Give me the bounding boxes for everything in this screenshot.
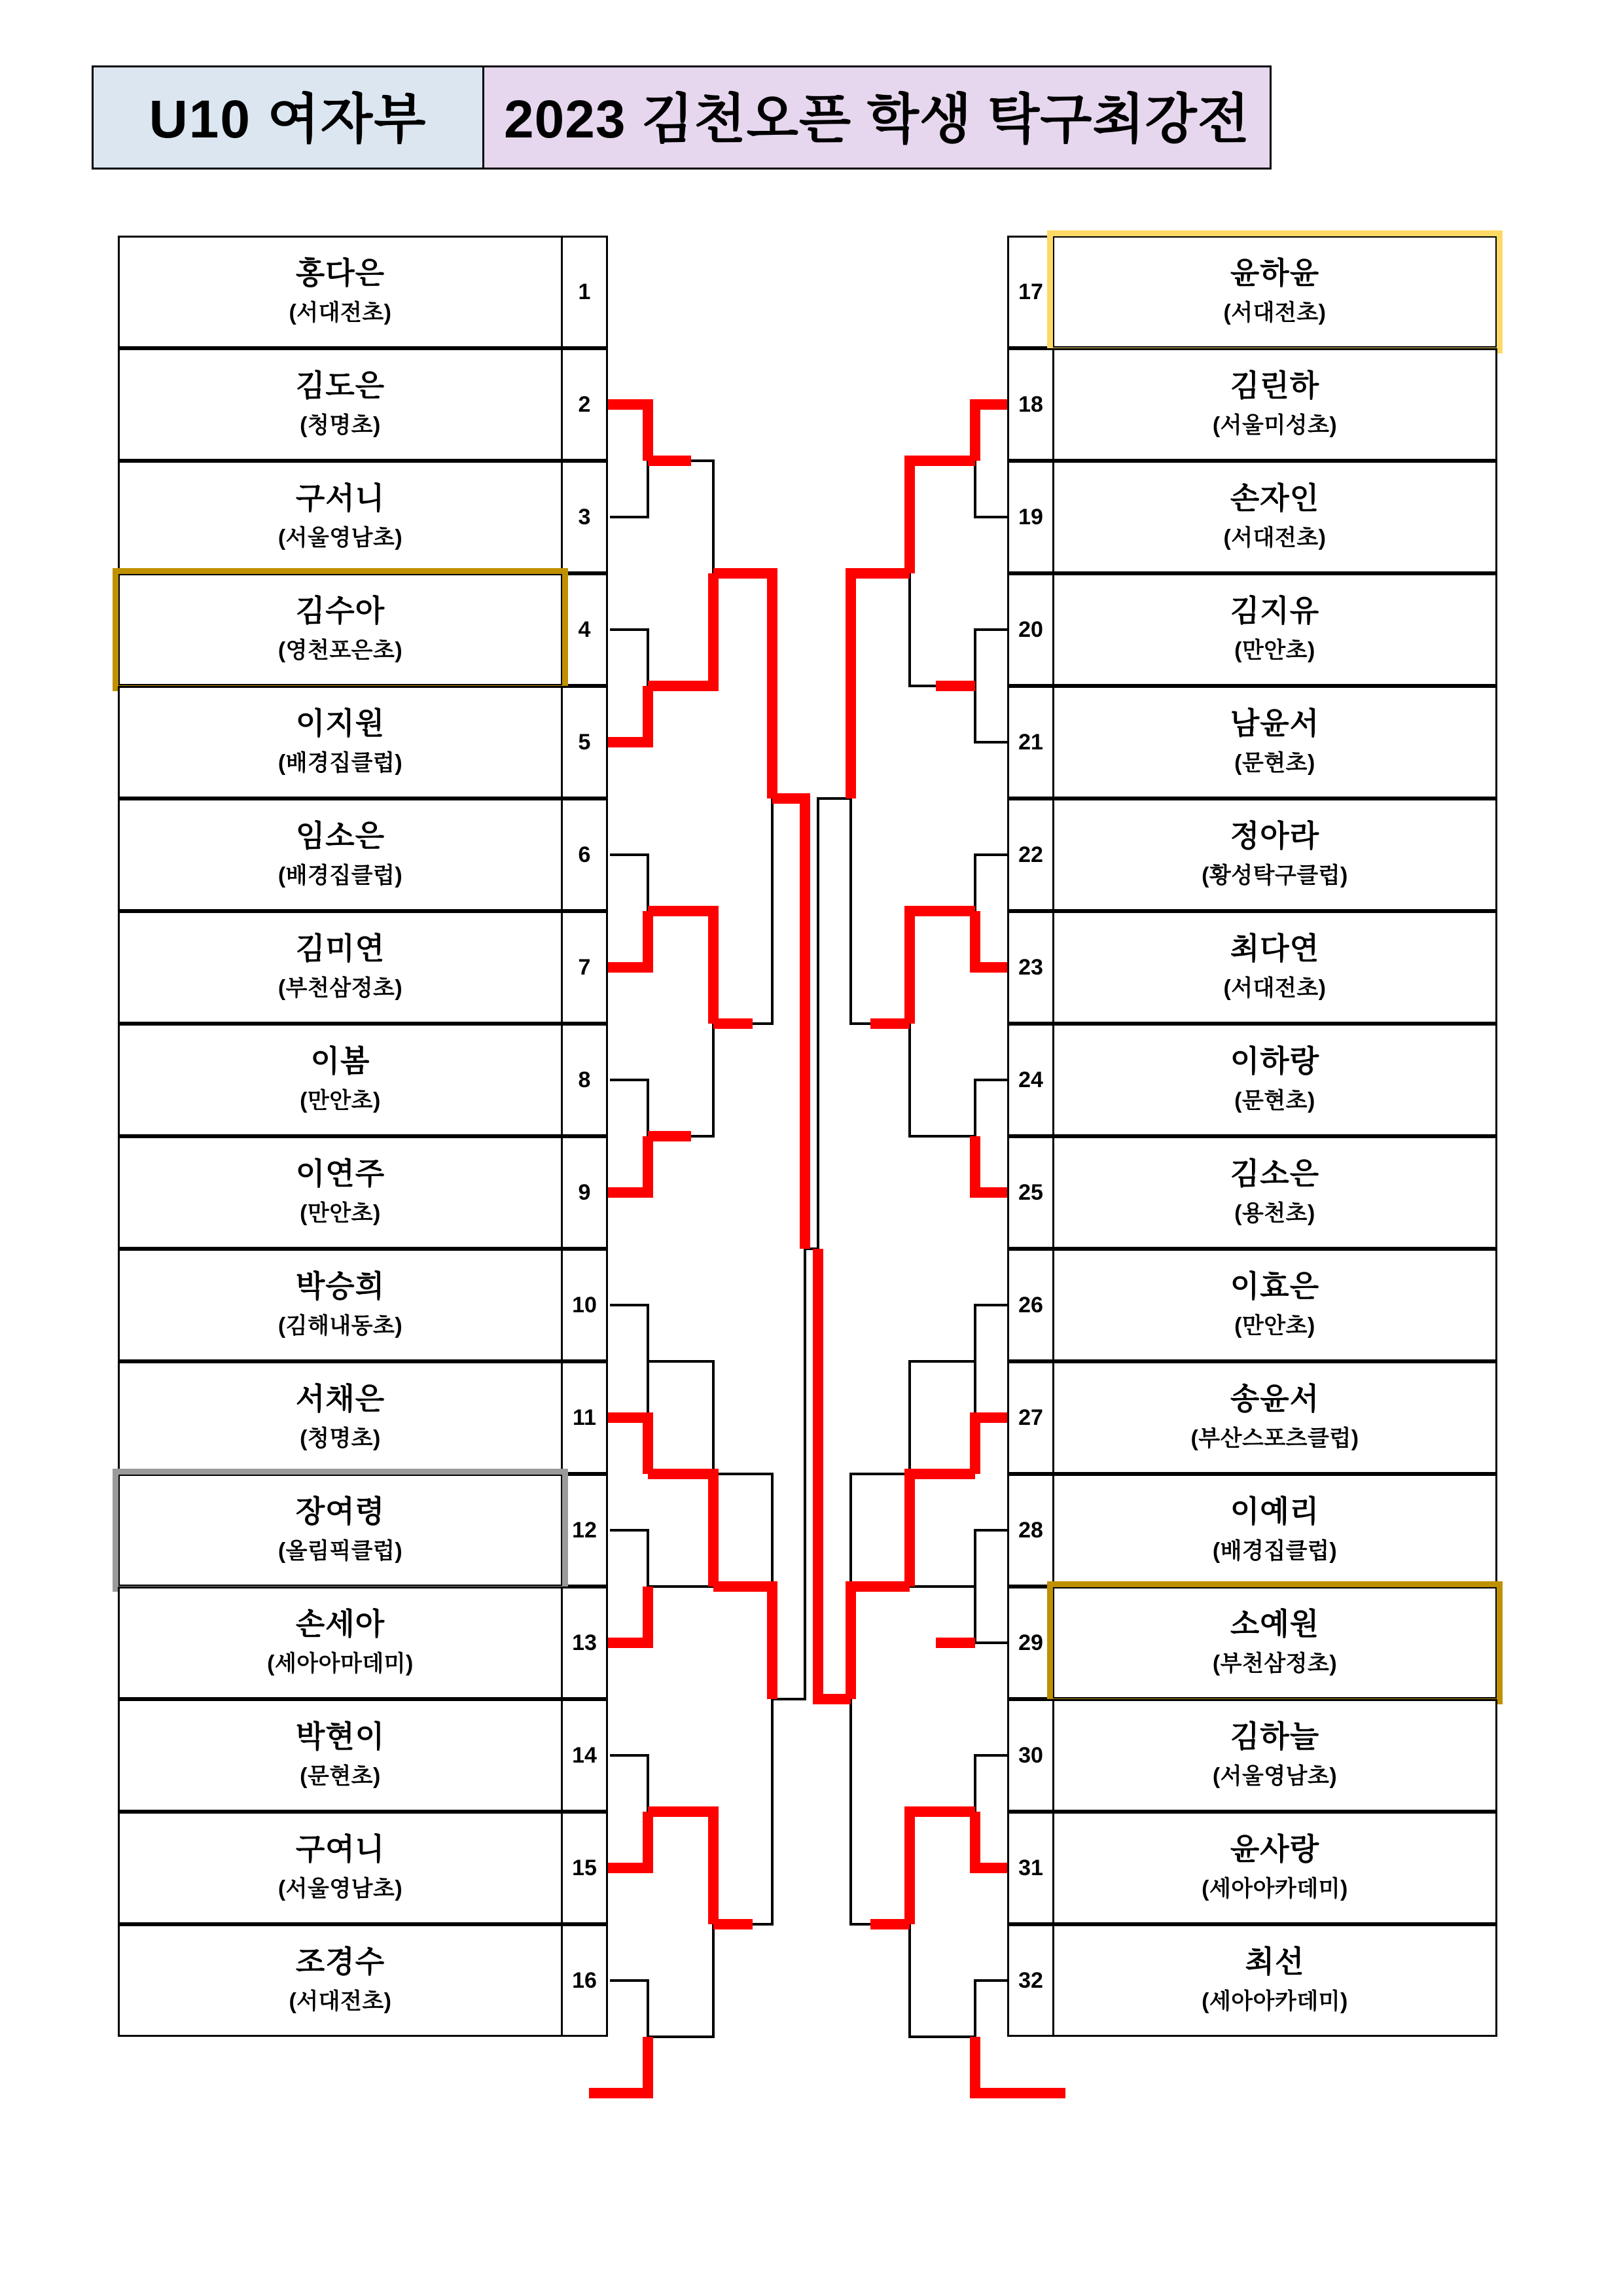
bracket-slot-20[interactable] [1052,573,1497,686]
seed-number-4: 4 [561,573,608,686]
seed-number-20: 20 [1007,573,1054,686]
player-club: (배경집클럽) [277,750,403,776]
player-club: (세아아카데미) [1202,1988,1348,2014]
seed-number-27: 27 [1007,1361,1054,1474]
player-name: 김하늘 [1230,1719,1320,1754]
tournament-bracket [0,236,1623,2238]
player-name: 장여령 [295,1494,385,1529]
bracket-slot-21[interactable] [1052,686,1497,798]
seed-number-21: 21 [1007,686,1054,798]
seed-number-13: 13 [561,1587,608,1699]
bracket-slot-13[interactable] [118,1587,563,1699]
player-name: 서채은 [295,1382,385,1416]
player-club: (서대전초) [1223,300,1327,325]
player-club: (만안초) [300,1088,381,1113]
seed-number-32: 32 [1007,1924,1054,2037]
seed-number-25: 25 [1007,1136,1054,1249]
player-name: 윤사랑 [1230,1832,1320,1867]
seed-number-19: 19 [1007,461,1054,573]
bracket-slot-2[interactable] [118,348,563,461]
player-name: 최선 [1245,1945,1305,1979]
player-name: 이지원 [295,706,385,741]
bracket-slot-3[interactable] [118,461,563,573]
player-club: (올림픽클럽) [277,1538,403,1564]
player-club: (용천초) [1234,1200,1315,1226]
bracket-slot-22[interactable] [1052,798,1497,911]
bracket-slot-27[interactable] [1052,1361,1497,1474]
player-name: 김지유 [1230,594,1320,628]
seed-number-1: 1 [561,236,608,348]
player-club: (세아아마데미) [267,1651,414,1676]
player-club: (서울영남초) [1212,1763,1338,1789]
bracket-slot-7[interactable] [118,911,563,1024]
player-club: (만안초) [1234,637,1315,663]
player-name: 이예리 [1230,1494,1320,1529]
category-badge: U10 여자부 [92,65,484,170]
player-name: 김소은 [1230,1157,1320,1191]
player-name: 구서니 [295,481,385,516]
player-name: 송윤서 [1230,1382,1320,1416]
player-name: 정아라 [1230,819,1320,853]
player-name: 최다연 [1230,931,1320,966]
seed-number-5: 5 [561,686,608,798]
player-name: 이봄 [310,1044,370,1079]
player-name: 박현이 [295,1719,385,1754]
bracket-slot-26[interactable] [1052,1249,1497,1361]
seed-number-16: 16 [561,1924,608,2037]
seed-number-18: 18 [1007,348,1054,461]
bracket-slot-6[interactable] [118,798,563,911]
bracket-slot-30[interactable] [1052,1699,1497,1812]
player-club: (배경집클럽) [1212,1538,1338,1564]
player-name: 홍다은 [295,256,385,291]
bracket-slot-9[interactable] [118,1136,563,1249]
player-name: 구여니 [295,1832,385,1867]
bracket-slot-31[interactable] [1052,1812,1497,1924]
player-club: (서대전초) [289,300,392,325]
seed-number-2: 2 [561,348,608,461]
player-name: 이효은 [1230,1269,1320,1304]
player-club: (서울영남초) [277,1876,403,1901]
player-club: (황성탁구클럽) [1202,863,1348,888]
player-name: 김수아 [295,594,385,628]
player-name: 윤하윤 [1230,256,1320,291]
player-name: 박승희 [295,1269,385,1304]
bracket-slot-14[interactable] [118,1699,563,1812]
seed-number-3: 3 [561,461,608,573]
bracket-slot-17[interactable] [1052,236,1497,348]
seed-number-11: 11 [561,1361,608,1474]
player-name: 김도은 [295,368,385,403]
seed-number-26: 26 [1007,1249,1054,1361]
bracket-slot-8[interactable] [118,1024,563,1136]
page-header [92,65,1272,170]
player-club: (부산스포츠클럽) [1190,1426,1359,1451]
seed-number-23: 23 [1007,911,1054,1024]
seed-number-30: 30 [1007,1699,1054,1812]
player-club: (세아아카데미) [1202,1876,1348,1901]
player-club: (만안초) [1234,1313,1315,1338]
bracket-slot-32[interactable] [1052,1924,1497,2037]
player-name: 김미연 [295,931,385,966]
player-club: (서대전초) [1223,975,1327,1001]
seed-number-17: 17 [1007,236,1054,348]
bracket-slot-1[interactable] [118,236,563,348]
seed-number-22: 22 [1007,798,1054,911]
player-club: (문현초) [1234,750,1315,776]
player-club: (서대전초) [289,1988,392,2014]
bracket-slot-24[interactable] [1052,1024,1497,1136]
player-club: (김해내동초) [277,1313,403,1338]
player-club: (문현초) [300,1763,381,1789]
bracket-slot-18[interactable] [1052,348,1497,461]
player-club: (서울영남초) [277,525,403,550]
seed-number-12: 12 [561,1474,608,1587]
page-title: 2023 김천오픈 학생 탁구최강전 [484,65,1272,170]
player-club: (배경집클럽) [277,863,403,888]
player-club: (서대전초) [1223,525,1327,550]
player-name: 남윤서 [1230,706,1320,741]
seed-number-6: 6 [561,798,608,911]
seed-number-15: 15 [561,1812,608,1924]
player-club: (청명초) [300,1426,381,1451]
player-name: 손자인 [1230,481,1320,516]
bracket-slot-15[interactable] [118,1812,563,1924]
seed-number-8: 8 [561,1024,608,1136]
bracket-slot-19[interactable] [1052,461,1497,573]
player-name: 임소은 [295,819,385,853]
seed-number-7: 7 [561,911,608,1024]
player-club: (부천삼정초) [277,975,403,1001]
seed-number-10: 10 [561,1249,608,1361]
player-name: 조경수 [295,1945,385,1979]
seed-number-29: 29 [1007,1587,1054,1699]
player-club: (영천포은초) [277,637,403,663]
seed-number-31: 31 [1007,1812,1054,1924]
seed-number-24: 24 [1007,1024,1054,1136]
bracket-slot-23[interactable] [1052,911,1497,1024]
bracket-slot-25[interactable] [1052,1136,1497,1249]
player-club: (서울미성초) [1212,412,1338,438]
bracket-slot-5[interactable] [118,686,563,798]
seed-number-28: 28 [1007,1474,1054,1587]
bracket-slot-16[interactable] [118,1924,563,2037]
player-club: (부천삼정초) [1212,1651,1338,1676]
player-name: 김린하 [1230,368,1320,403]
player-name: 이하랑 [1230,1044,1320,1079]
bracket-slot-29[interactable] [1052,1587,1497,1699]
player-name: 손세아 [295,1607,385,1641]
player-name: 이연주 [295,1157,385,1191]
bracket-slot-10[interactable] [118,1249,563,1361]
player-club: (만안초) [300,1200,381,1226]
player-club: (문현초) [1234,1088,1315,1113]
player-name: 소예원 [1230,1607,1320,1641]
bracket-slot-28[interactable] [1052,1474,1497,1587]
player-club: (청명초) [300,412,381,438]
seed-number-14: 14 [561,1699,608,1812]
bracket-slot-4[interactable] [118,573,563,686]
bracket-slot-12[interactable] [118,1474,563,1587]
seed-number-9: 9 [561,1136,608,1249]
bracket-slot-11[interactable] [118,1361,563,1474]
